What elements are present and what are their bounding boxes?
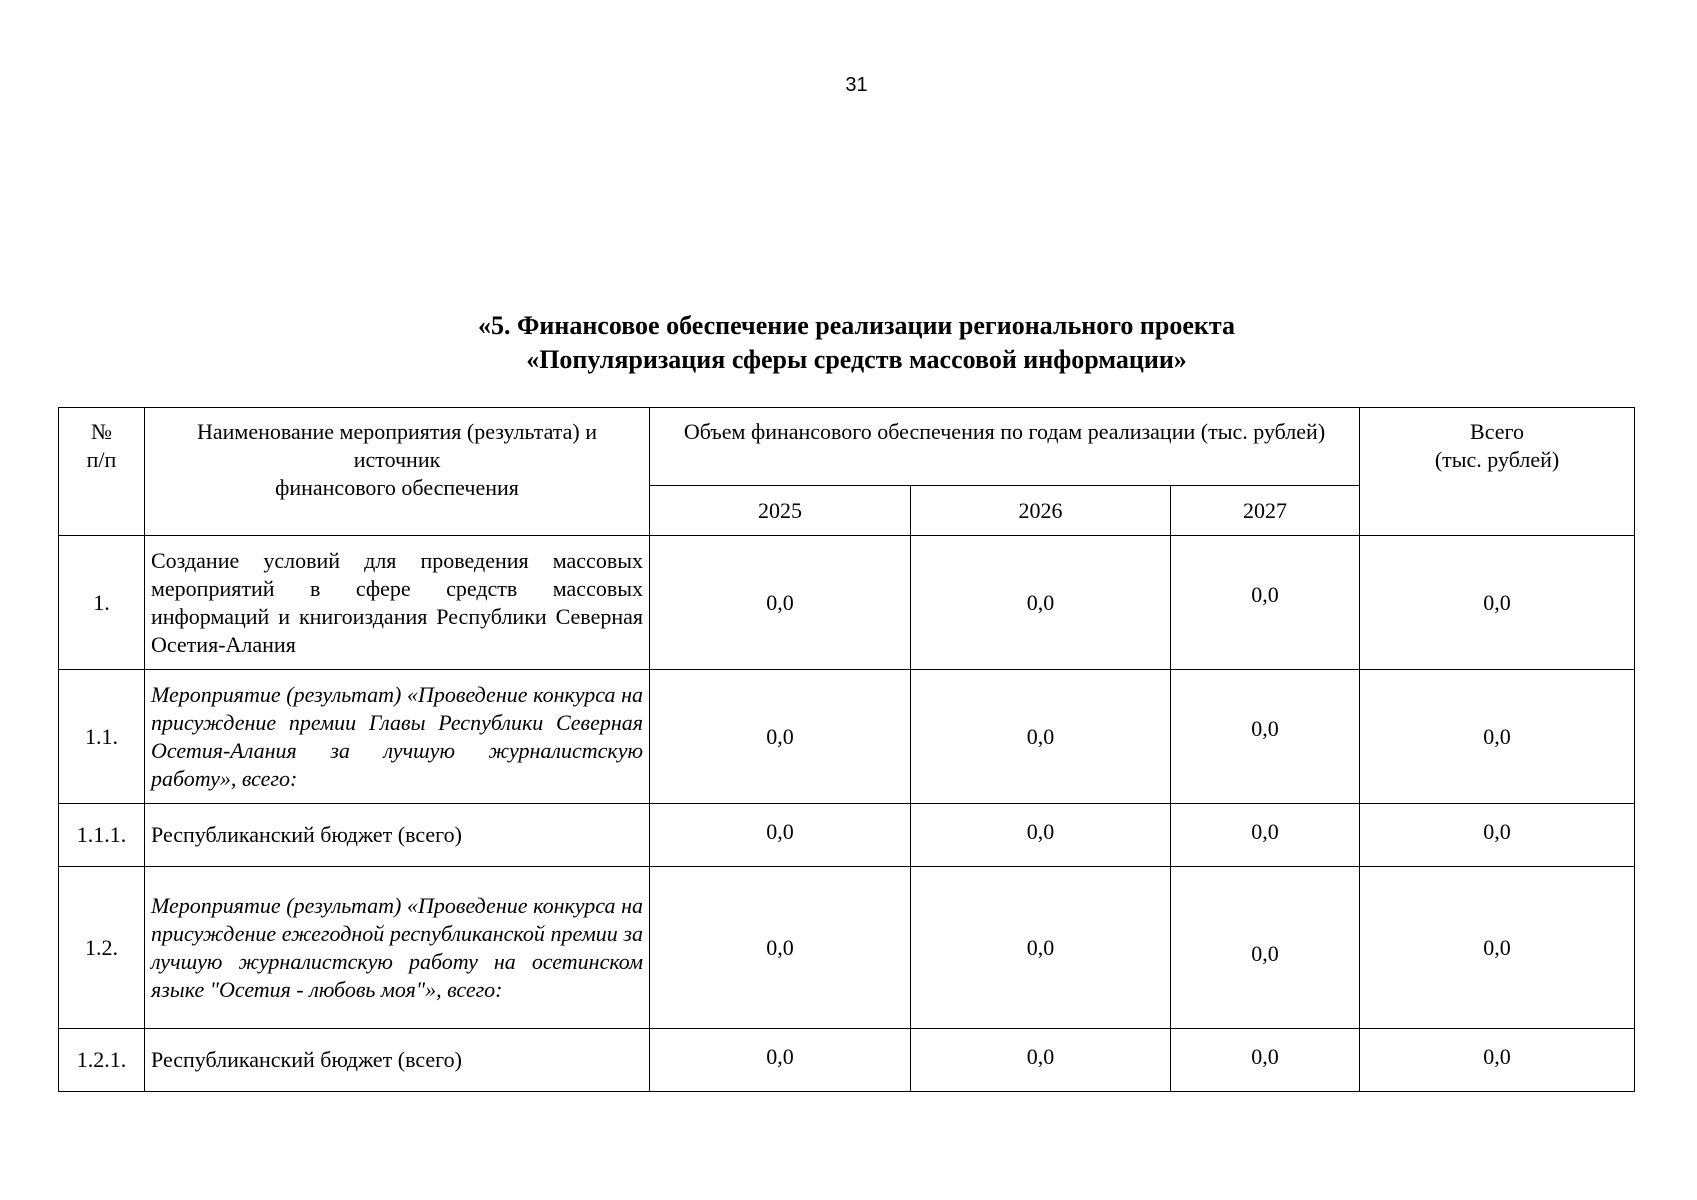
section-title — [0, 309, 1697, 377]
row-value-2027: 0,0 — [1171, 804, 1360, 867]
row-name: Создание условий для проведения массовых мероприятий в сфере средств массовых информаций и книгоиздания Республики Северная Осетия-Алания — [145, 536, 650, 670]
row-num: 1.2. — [59, 867, 145, 1029]
row-name: Республиканский бюджет (всего) — [145, 804, 650, 867]
row-value-2025: 0,0 — [650, 867, 911, 1029]
row-value-2027: 0,0 — [1171, 1029, 1360, 1092]
header-num: № п/п — [59, 408, 145, 536]
table-row — [59, 1029, 1635, 1092]
table-row — [59, 670, 1635, 804]
row-total: 0,0 — [1360, 670, 1635, 804]
table-row — [59, 536, 1635, 670]
header-volume: Объем финансового обеспечения по годам реализации (тыс. рублей) — [650, 408, 1360, 486]
financing-table — [58, 407, 1635, 1092]
row-num: 1.1.1. — [59, 804, 145, 867]
row-value-2027: 0,0 — [1171, 670, 1360, 804]
table-row — [59, 867, 1635, 1029]
table-row — [59, 804, 1635, 867]
title-line-1: «5. Финансовое обеспечение реализации регионального проекта — [478, 311, 1235, 340]
row-total: 0,0 — [1360, 804, 1635, 867]
row-value-2025: 0,0 — [650, 670, 911, 804]
row-num: 1.1. — [59, 670, 145, 804]
header-year-2026: 2026 — [911, 486, 1171, 536]
row-total: 0,0 — [1360, 867, 1635, 1029]
row-value-2026: 0,0 — [911, 804, 1171, 867]
row-name: Мероприятие (результат) «Проведение конкурса на присуждение ежегодной республиканской премии за лучшую журналистскую работу на осетинском языке "Осетия - любовь моя"», всего: — [145, 867, 650, 1029]
row-total: 0,0 — [1360, 536, 1635, 670]
header-year-2027: 2027 — [1171, 486, 1360, 536]
row-value-2027: 0,0 — [1171, 536, 1360, 670]
row-value-2027: 0,0 — [1171, 867, 1360, 1029]
header-year-2025: 2025 — [650, 486, 911, 536]
row-total: 0,0 — [1360, 1029, 1635, 1092]
row-value-2026: 0,0 — [911, 670, 1171, 804]
row-value-2025: 0,0 — [650, 804, 911, 867]
row-value-2026: 0,0 — [911, 1029, 1171, 1092]
row-num: 1.2.1. — [59, 1029, 145, 1092]
page-number: 31 — [845, 74, 868, 96]
row-value-2025: 0,0 — [650, 1029, 911, 1092]
row-value-2025: 0,0 — [650, 536, 911, 670]
row-value-2026: 0,0 — [911, 536, 1171, 670]
row-num: 1. — [59, 536, 145, 670]
header-total: Всего (тыс. рублей) — [1360, 408, 1635, 536]
header-name: Наименование мероприятия (результата) и источник финансового обеспечения — [145, 408, 650, 536]
row-name: Мероприятие (результат) «Проведение конкурса на присуждение премии Главы Республики Северная Осетия-Алания за лучшую журналистскую работу», всего: — [145, 670, 650, 804]
title-line-2: «Популяризация сферы средств массовой информации» — [526, 345, 1187, 374]
row-value-2026: 0,0 — [911, 867, 1171, 1029]
row-name: Республиканский бюджет (всего) — [145, 1029, 650, 1092]
